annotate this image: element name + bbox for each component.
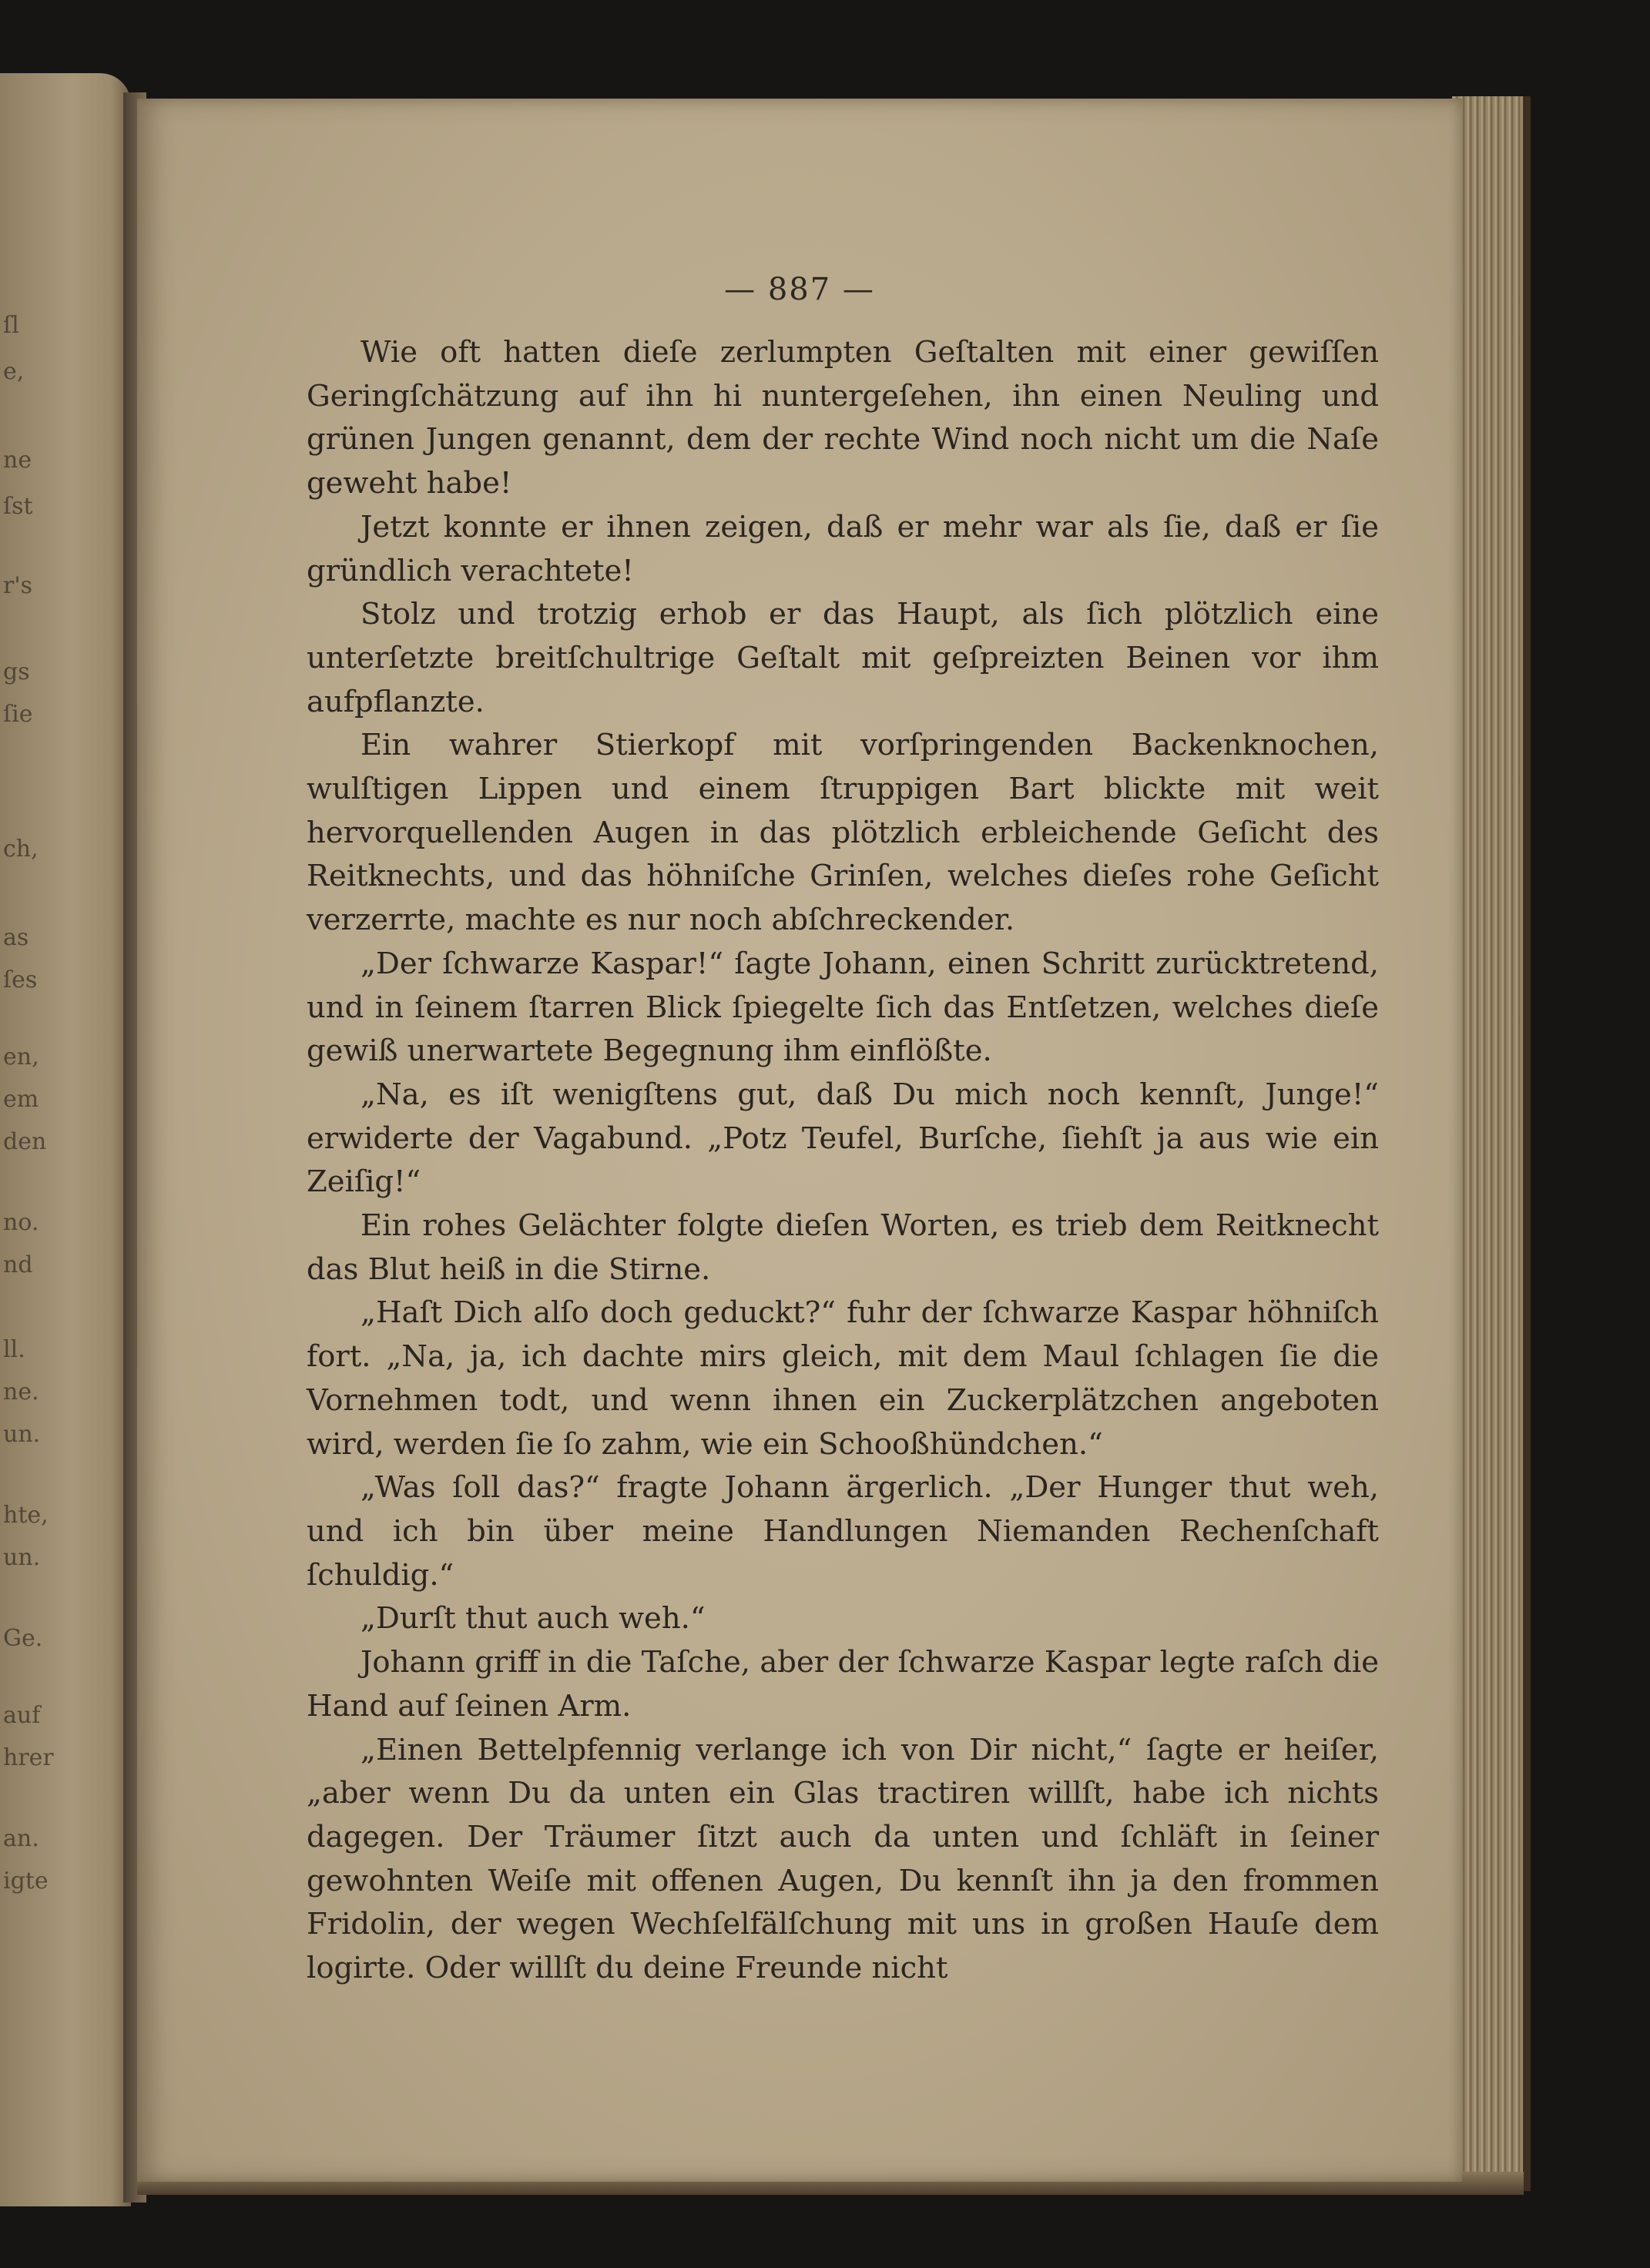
paragraph: Johann griff in die Taſche, aber der ſchwarze Kaspar legte raſch die Hand auf ſeinen Arm.: [307, 1645, 1379, 1724]
previous-page-sliver: [0, 73, 131, 2206]
margin-fragment: ſie: [3, 701, 33, 728]
page-edges: [1452, 96, 1531, 2191]
margin-fragment: ſl: [3, 312, 19, 339]
margin-fragment: nd: [3, 1251, 33, 1278]
margin-fragment: hte,: [3, 1502, 49, 1529]
margin-fragment: Ge.: [3, 1625, 43, 1652]
paragraph: „Der ſchwarze Kaspar!“ ſagte Johann, einen Schritt zurücktretend, und in ſeinem ſtarren Blick ſpiegelte ſich das Entſetzen, welches dieſe gewiß unerwartete Begegnung ihm einflößte.: [307, 946, 1379, 1069]
margin-fragment: ne.: [3, 1379, 39, 1405]
page-number: — 887 —: [724, 272, 875, 307]
paragraph: Stolz und trotzig erhob er das Haupt, als ſich plötzlich eine unterſetzte breitſchultrige Geſtalt mit geſpreizten Beinen vor ihm aufpflanzte.: [307, 597, 1379, 719]
margin-fragment: ne: [3, 447, 32, 474]
margin-fragment: ch,: [3, 836, 39, 863]
margin-fragment: r's: [3, 572, 32, 599]
margin-fragment: ſes: [3, 966, 38, 993]
paragraph: „Was ſoll das?“ fragte Johann ärgerlich. „Der Hunger thut weh, und ich bin über meine Handlungen Niemanden Rechenſchaft ſchuldig.“: [307, 1470, 1379, 1593]
margin-fragment: as: [3, 924, 29, 951]
paragraph: Ein wahrer Stierkopf mit vorſpringenden Backenknochen, wulſtigen Lippen und einem ſtruppigen Bart blickte mit weit hervorquellenden Augen in das plötzlich erbleichende Geſicht des Reitknechts, und das höhniſche Grinſen, welches dieſes rohe Geſicht verzerrte, machte es nur noch abſchreckender.: [307, 728, 1379, 938]
margin-fragment: den: [3, 1128, 47, 1155]
margin-fragment: en,: [3, 1044, 39, 1070]
paragraph: Wie oft hatten dieſe zerlumpten Geſtalten mit einer gewiſſen Geringſchätzung auf ihn hi nuntergeſehen, ihn einen Neuling und grünen Jungen genannt, dem der rechte Wind noch nicht um die Naſe geweht habe!: [307, 335, 1379, 501]
margin-fragment: no.: [3, 1209, 39, 1236]
margin-fragment: ll.: [3, 1336, 25, 1363]
margin-fragment: un.: [3, 1544, 41, 1571]
paragraph: „Na, es iſt wenigſtens gut, daß Du mich noch kennſt, Junge!“ erwiderte der Vagabund. „Potz Teufel, Burſche, ſiehſt ja aus wie ein Zeiſig!“: [307, 1077, 1379, 1200]
margin-fragment: igte: [3, 1868, 49, 1894]
margin-fragment: e,: [3, 358, 25, 385]
paragraph: „Durſt thut auch weh.“: [361, 1601, 706, 1637]
paragraph: „Einen Bettelpfennig verlange ich von Dir nicht,“ ſagte er heiſer, „aber wenn Du da unten ein Glas tractiren willſt, habe ich nichts dagegen. Der Träumer ſitzt auch da unten und ſchläft in ſeiner gewohnten Weiſe mit offenen Augen, Du kennſt ihn ja den frommen Fridolin, der wegen Wechſelfälſchung mit uns in großen Hauſe dem logirte. Oder willſt du deine Freunde nicht: [307, 1732, 1379, 1986]
paragraph: Jetzt konnte er ihnen zeigen, daß er mehr war als ſie, daß er ſie gründlich verachtete!: [307, 509, 1379, 588]
book-page: [137, 99, 1462, 2182]
margin-fragment: em: [3, 1086, 39, 1113]
paragraph: „Haſt Dich alſo doch geduckt?“ fuhr der ſchwarze Kaspar höhniſch fort. „Na, ja, ich dachte mirs gleich, mit dem Maul ſchlagen ſie die Vornehmen todt, und wenn ihnen ein Zuckerplätzchen angeboten wird, werden ſie ſo zahm, wie ein Schooßhündchen.“: [307, 1295, 1379, 1462]
margin-fragment: ſst: [3, 493, 33, 520]
margin-fragment: an.: [3, 1825, 39, 1852]
paragraph: Ein rohes Gelächter folgte dieſen Worten, es trieb dem Reitknecht das Blut heiß in die Stirne.: [307, 1208, 1379, 1287]
margin-fragment: auf: [3, 1702, 41, 1729]
body-text: [307, 331, 1379, 1991]
margin-fragment: hrer: [3, 1744, 54, 1771]
margin-fragment: un.: [3, 1421, 41, 1448]
margin-fragment: gs: [3, 658, 30, 685]
